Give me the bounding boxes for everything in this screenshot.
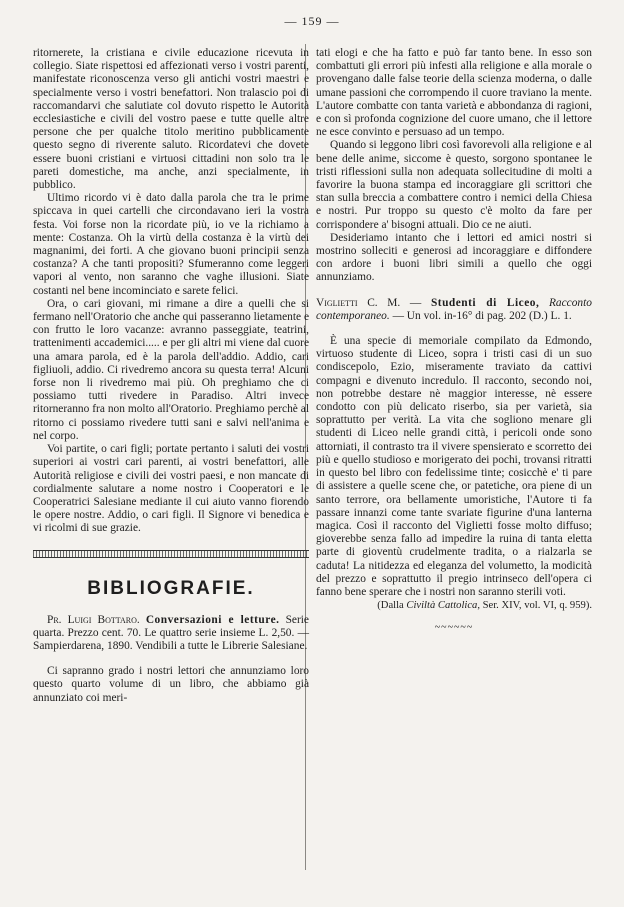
entry-author: Pr. Luigi Bottaro. bbox=[47, 613, 140, 626]
page-number: — 159 — bbox=[284, 14, 340, 28]
source-suffix: , Ser. XIV, vol. VI, q. 959). bbox=[477, 600, 592, 612]
entry-dash: — bbox=[400, 296, 431, 309]
paragraph: Voi partite, o cari figli; portate pertanto i saluti dei vostri superiori ai vostri cari parenti, ai vostri benefattori, alle Autorità religiose e civili dei vostri paesi, e non mancate di cordialmente salutare a nome nostro i Cooperatori e le Cooperatrici Salesiane mediante il cui aiuto vanno fiorendo le opere nostre. Addio, o cari figli. Il Signore vi benedica e vi ricolmi di sue grazie. bbox=[33, 443, 309, 535]
right-column bbox=[316, 47, 592, 633]
entry-subtitle: Racconto contemporaneo. bbox=[316, 296, 592, 322]
entry-details: — Un vol. in-16° di pag. 202 (D.) L. 1. bbox=[389, 309, 572, 322]
left-column bbox=[33, 47, 309, 705]
paragraph: Ultimo ricordo vi è dato dalla parola che tra le prime spiccava in quei cartelli che circondavano ieri la vostra festa. Voi forse non la ricordate più, io ve la richiamo a mente: Costanza. Oh la virtù della costanza è la virtù dei magnanimi, dei forti. A che giovano buoni principii senza costanza? A che tanti propositi? Sfumeranno come leggeri vapori al vento, non saranno che vaghe illusioni. Siate costanti nel bene incominciato e sarete felici. bbox=[33, 192, 309, 297]
source-citation bbox=[316, 599, 592, 612]
entry-author: Viglietti C. M. bbox=[316, 296, 401, 309]
source-prefix: (Dalla bbox=[377, 600, 407, 612]
entry-title: Conversazioni e letture. bbox=[145, 613, 280, 626]
entry-details: Serie quarta. Prezzo cent. 70. Le quattro serie insieme L. 2,50. — Sampierdarena, 1890. Vendibili a tutte le Librerie Salesiane. bbox=[33, 613, 309, 652]
fleuron-ornament: ~~~~~~ bbox=[434, 622, 474, 634]
paragraph: ritornerete, la cristiana e civile educazione ricevuta in collegio. Siate rispettosi ed affezionati verso i vostri parenti, manifestate riconoscenza verso gli antichi vostri maestri e specialmente verso i vostri benefattori. Non tralascio poi di raccomandarvi che salutiate col dovuto rispetto le Autorità ecclesiastiche e civili del vostro paese e tutte quelle altre persone che per qualche titolo meritino pubblicamente questo segno di riverente saluto. Ricordatevi che dovete essere buoni cristiani e virtuosi cittadini non solo tra le pareti domestiche, ma anche, anzi specialmente, in pubblico. bbox=[33, 47, 309, 192]
source-journal: Civiltà Cattolica bbox=[406, 600, 478, 612]
paragraph: Quando si leggono libri così favorevoli alla religione e al bene delle anime, siccome è questo, sorgono spontanee le tristi riflessioni sulla non adequata sollecitudine di molti a favorire la buona stampa ed incoraggiare gli scrittori che stan sulla breccia a combattere contro i nemici della Chiesa e nostri. Pur troppo su questo c'è molto da fare per corrispondere a' bisogni attuali. Dio ce ne aiuti. bbox=[316, 139, 592, 231]
entry-title: Studenti di Liceo, bbox=[430, 296, 540, 309]
paragraph: Ora, o cari giovani, mi rimane a dire a quelli che si fermano nell'Oratorio che anche qui passeranno lietamente e con frutto le loro vacanze: avranno passeggiate, teatrini, trattenimenti accademici..... e per gli altri mi viene dal cuore una amara parola, ed è la parola dell'addio. Addio, cari figliuoli, addio. Ci rivedremo ancora su questa terra! Alcuni forse non li rivedremo mai più. Oh preghiamo che ci possiamo tutti rivedere in Paradiso. Altri invece ritorneranno fra non molto all'Oratorio. Preghiamo perchè al ritorno ci possiamo rivedere tutti sani e salvi nell'anima e nel corpo. bbox=[33, 297, 309, 442]
paragraph: È una specie di memoriale compilato da Edmondo, virtuoso studente di Liceo, sopra i tristi casi di un suo condiscepolo, Ezio, miseramente traviato da cattivi compagni e divenuto incredulo. Il racconto, secondo noi, non potrebbe destare nè maggior interesse, nè essere condotto con più delicato riserbo, sia per varietà, sia soprattutto per verità. La vita che sogliono menare gli studenti di Liceo nelle grandi città, i pericoli onde sono attorniati, il contrasto tra il vivere spensierato e scorretto dei più e quello studioso e morigerato dei pochi, trovansi ritratti in questo bel libro con fedelissime tinte; cosicchè e' ti pare di assistere a quelle scene che, or patetiche, ora piene di un santo terrore, ora bellamente umoristiche, l'Autore ti fa passare innanzi come tante svariate figurine d'una lanterna magica. Così il racconto del Viglietti fosse molto diffuso; gioverebbe senza fallo ad impedire la ruina di tanta eletta parte di gioventù crudelmente tradita, o a rialzarla se caduta! La nitidezza ed eleganza del volumetto, la modicità del prezzo e soprattutto il pregio intrinseco dell'opera ci fanno bene sperare che i nostri non saranno sterili voti. bbox=[316, 335, 592, 598]
paragraph: Desideriamo intanto che i lettori ed amici nostri si mostrino solleciti e generosi ad incoraggiare e diffondere con ardore i buoni libri simili a quello che oggi annunziamo. bbox=[316, 231, 592, 284]
bibliography-entry bbox=[33, 614, 309, 654]
bibliography-entry bbox=[316, 297, 592, 323]
section-title: BIBLIOGRAFIE. bbox=[87, 577, 255, 599]
paragraph: tati elogi e che ha fatto e può far tanto bene. In esso son combattuti gli errori più infesti alla religione e alla morale o provengano dalle false teorie della scienza moderna, o dalle umane passioni che corrompendo il cuore traviano la mente. L'autore combatte con tanta varietà e abbondanza di ragioni, e con sì profonda cognizione del cuore umano, che il lettore ne esce convinto e persuaso ad un tempo. bbox=[316, 47, 592, 139]
section-divider bbox=[33, 550, 309, 558]
paragraph: Ci sapranno grado i nostri lettori che annunziamo loro questo quarto volume di un libro, che abbiamo già annunziato coi meri- bbox=[33, 665, 309, 704]
